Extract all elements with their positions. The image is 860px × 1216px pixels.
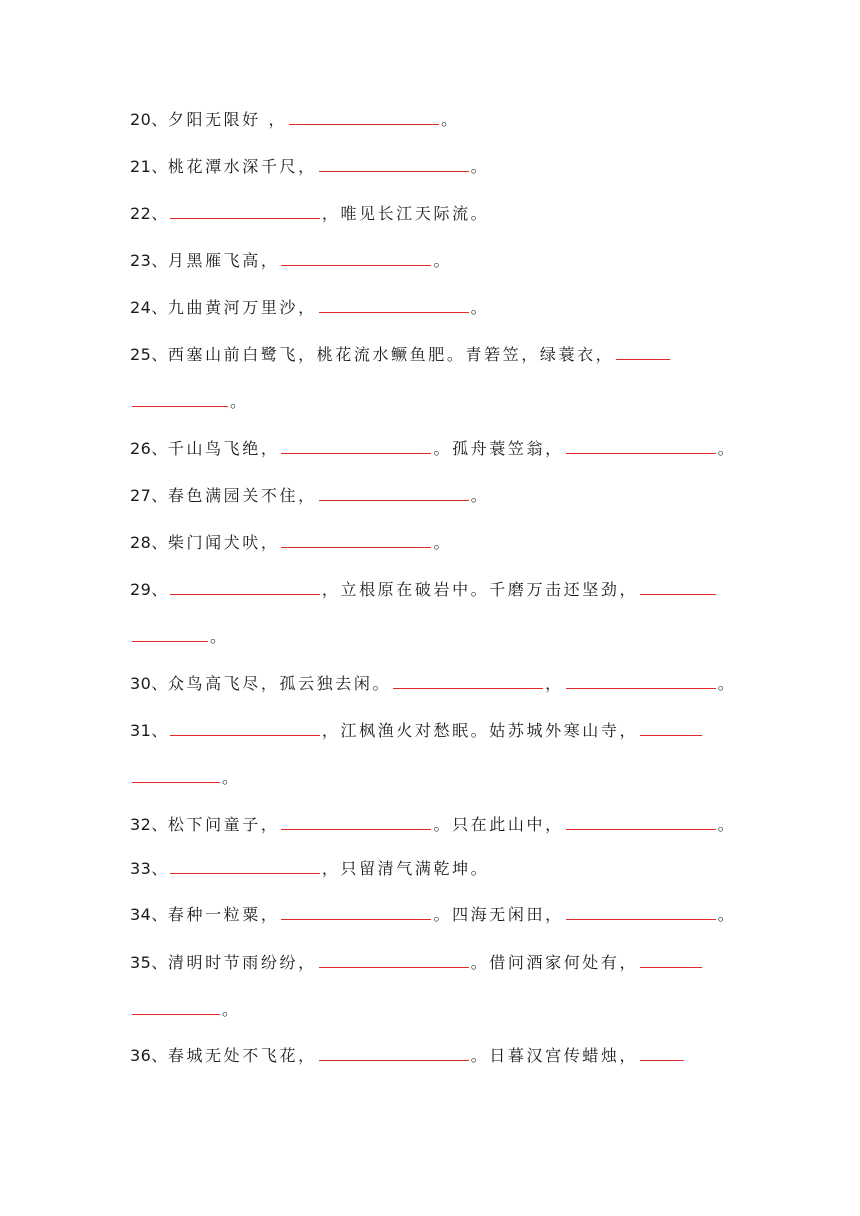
question-21 xyxy=(130,152,489,182)
question-number: 36、 xyxy=(130,1046,168,1065)
question-text: 春色满园关不住， xyxy=(167,486,317,505)
answer-blank[interactable] xyxy=(319,293,469,313)
question-20 xyxy=(130,105,460,135)
question-35-continued xyxy=(130,995,241,1025)
answer-blank[interactable] xyxy=(616,340,670,360)
question-number: 33、 xyxy=(130,859,168,878)
question-23 xyxy=(130,246,452,276)
question-25 xyxy=(130,340,672,370)
answer-blank[interactable] xyxy=(393,669,543,689)
question-number: 35、 xyxy=(130,953,168,972)
question-number: 29、 xyxy=(130,580,168,599)
question-text: 众鸟高飞尽，孤云独去闲。 xyxy=(167,674,392,693)
question-number: 25、 xyxy=(130,345,168,364)
question-text: 。借问酒家何处有， xyxy=(470,953,639,972)
answer-blank[interactable] xyxy=(640,1041,684,1061)
question-number: 28、 xyxy=(130,533,168,552)
question-24 xyxy=(130,293,489,323)
question-33 xyxy=(130,854,489,884)
answer-blank[interactable] xyxy=(281,900,431,920)
answer-blank[interactable] xyxy=(281,810,431,830)
question-end: 。 xyxy=(470,486,490,505)
answer-blank[interactable] xyxy=(281,434,431,454)
question-text: ，唯见长江天际流。 xyxy=(321,204,490,223)
question-text: 。日暮汉宫传蜡烛， xyxy=(470,1046,639,1065)
answer-blank[interactable] xyxy=(132,387,228,407)
question-number: 27、 xyxy=(130,486,168,505)
question-text: 。四海无闲田， xyxy=(433,905,564,924)
question-25-continued xyxy=(130,387,249,417)
question-27 xyxy=(130,481,489,511)
question-22 xyxy=(130,199,489,229)
answer-blank[interactable] xyxy=(640,948,702,968)
question-end: 。 xyxy=(470,298,490,317)
answer-blank[interactable] xyxy=(170,575,320,595)
answer-blank[interactable] xyxy=(132,763,220,783)
answer-blank[interactable] xyxy=(566,669,716,689)
question-text: 千山鸟飞绝， xyxy=(167,439,280,458)
question-end: 。 xyxy=(717,815,737,834)
question-end: 。 xyxy=(470,157,490,176)
question-28 xyxy=(130,528,452,558)
answer-blank[interactable] xyxy=(289,105,439,125)
answer-blank[interactable] xyxy=(319,152,469,172)
answer-blank[interactable] xyxy=(281,528,431,548)
question-end: 。 xyxy=(717,674,737,693)
answer-blank[interactable] xyxy=(132,622,208,642)
question-number: 24、 xyxy=(130,298,168,317)
question-text: ，立根原在破岩中。千磨万击还坚劲， xyxy=(321,580,639,599)
question-end: 。 xyxy=(230,392,249,411)
question-number: 30、 xyxy=(130,674,168,693)
question-text: ，只留清气满乾坤。 xyxy=(321,859,490,878)
question-text: 柴门闻犬吠， xyxy=(167,533,280,552)
question-end: 。 xyxy=(222,768,241,787)
question-32 xyxy=(130,810,736,840)
question-text: 九曲黄河万里沙， xyxy=(167,298,317,317)
answer-blank[interactable] xyxy=(319,481,469,501)
question-end: 。 xyxy=(717,905,737,924)
question-end: 。 xyxy=(433,533,453,552)
question-text: 。只在此山中， xyxy=(433,815,564,834)
question-end: 。 xyxy=(441,110,460,129)
question-number: 31、 xyxy=(130,721,168,740)
question-29-continued xyxy=(130,622,229,652)
question-36 xyxy=(130,1041,686,1071)
answer-blank[interactable] xyxy=(319,948,469,968)
question-number: 34、 xyxy=(130,905,168,924)
question-31-continued xyxy=(130,763,241,793)
answer-blank[interactable] xyxy=(281,246,431,266)
question-number: 26、 xyxy=(130,439,168,458)
question-text: 春城无处不飞花， xyxy=(167,1046,317,1065)
question-text: 松下问童子， xyxy=(167,815,280,834)
answer-blank[interactable] xyxy=(132,995,220,1015)
question-number: 21、 xyxy=(130,157,168,176)
answer-blank[interactable] xyxy=(566,810,716,830)
question-text: ，江枫渔火对愁眠。姑苏城外寒山寺， xyxy=(321,721,639,740)
question-text: 西塞山前白鹭飞，桃花流水鳜鱼肥。青箬笠，绿蓑衣， xyxy=(167,345,615,364)
question-end: 。 xyxy=(210,627,229,646)
answer-blank[interactable] xyxy=(566,900,716,920)
question-text: 清明时节雨纷纷， xyxy=(167,953,317,972)
question-29 xyxy=(130,575,718,605)
question-text: 夕阳无限好 ， xyxy=(167,110,288,129)
question-26 xyxy=(130,434,736,464)
answer-blank[interactable] xyxy=(640,716,702,736)
question-31 xyxy=(130,716,704,746)
question-text: 月黑雁飞高， xyxy=(167,251,280,270)
question-number: 22、 xyxy=(130,204,168,223)
question-text: 春种一粒粟， xyxy=(167,905,280,924)
question-text: 。孤舟蓑笠翁， xyxy=(433,439,564,458)
question-34 xyxy=(130,900,736,930)
question-number: 20、 xyxy=(130,110,168,129)
answer-blank[interactable] xyxy=(640,575,716,595)
answer-blank[interactable] xyxy=(566,434,716,454)
question-number: 32、 xyxy=(130,815,168,834)
question-end: 。 xyxy=(717,439,737,458)
question-text: ， xyxy=(545,674,564,693)
answer-blank[interactable] xyxy=(170,854,320,874)
answer-blank[interactable] xyxy=(170,716,320,736)
question-end: 。 xyxy=(222,1000,241,1019)
question-30 xyxy=(130,669,736,699)
answer-blank[interactable] xyxy=(319,1041,469,1061)
answer-blank[interactable] xyxy=(170,199,320,219)
question-number: 23、 xyxy=(130,251,168,270)
question-end: 。 xyxy=(433,251,453,270)
question-35 xyxy=(130,948,704,978)
question-text: 桃花潭水深千尺， xyxy=(167,157,317,176)
